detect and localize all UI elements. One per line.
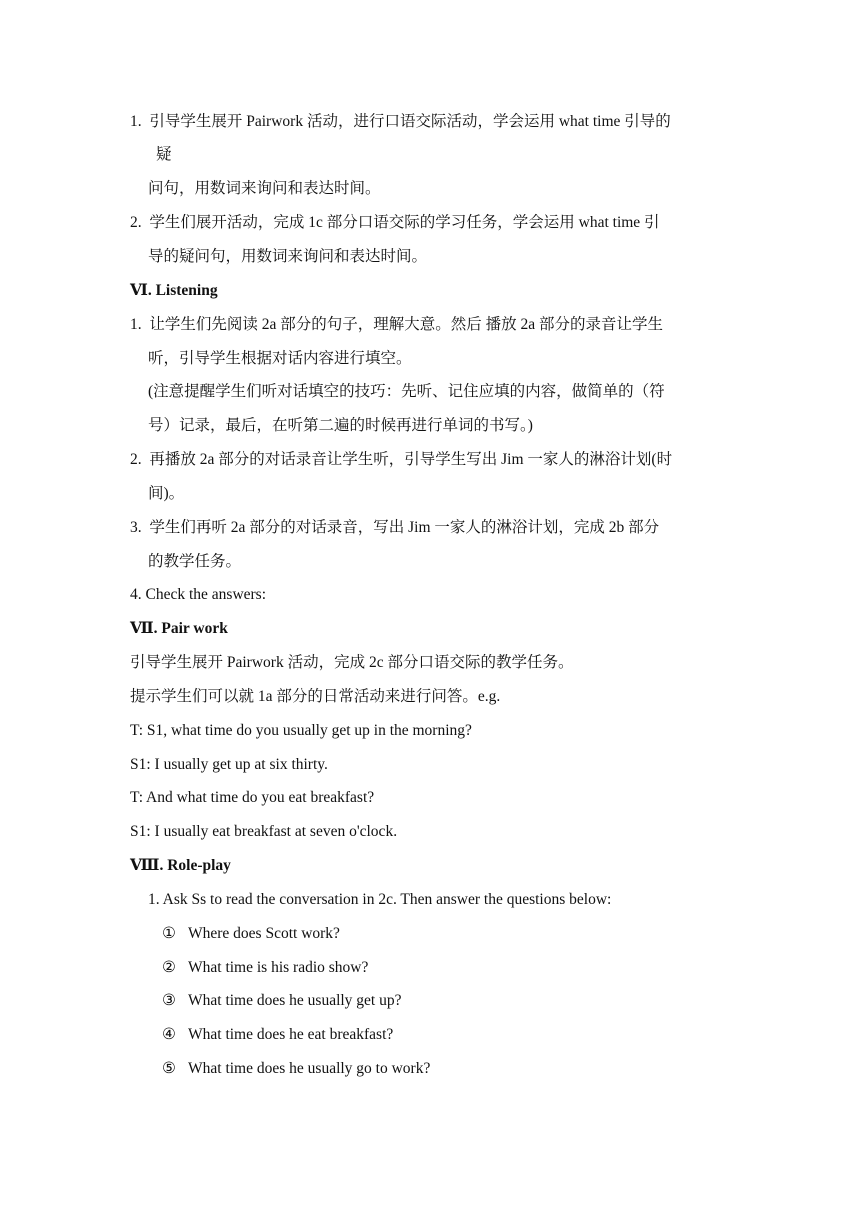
list-number: 2. (130, 451, 142, 468)
list-text: 让学生们先阅读 2a 部分的句子，理解大意。然后 播放 2a 部分的录音让学生 (149, 316, 664, 333)
role-play-intro: 1. Ask Ss to read the conversation in 2c. Then answer the questions below: (148, 891, 612, 908)
dialog-line: T: S1, what time do you usually get up in the morning? (130, 722, 472, 739)
question-number-mark: ③ (162, 992, 176, 1009)
question-text: What time does he usually get up? (188, 992, 402, 1009)
question-text: What time is his radio show? (188, 959, 369, 976)
listening-heading: Ⅵ. Listening (130, 282, 218, 299)
listening-item-3-line-2: 的教学任务。 (148, 553, 242, 570)
dialog-line: T: And what time do you eat breakfast? (130, 789, 375, 806)
listening-item-2-line-1 (130, 450, 672, 470)
question-number-mark: ① (162, 925, 176, 942)
pair-work-line-2: 提示学生们可以就 1a 部分的日常活动来进行问答。e.g. (130, 688, 501, 705)
question-text: Where does Scott work? (188, 925, 340, 942)
list-text: 再播放 2a 部分的对话录音让学生听，引导学生写出 Jim 一家人的淋浴计划(时 (149, 451, 673, 468)
pairwork-item-2-line-2: 导的疑问句，用数词来询问和表达时间。 (148, 248, 428, 265)
list-text: 学生们展开活动，完成 1c 部分口语交际的学习任务，学会运用 what time 引 (149, 214, 660, 231)
question-number-mark: ② (162, 959, 176, 976)
listening-item-1-line-2: 听，引导学生根据对话内容进行填空。 (148, 350, 412, 367)
question-item (162, 1025, 393, 1045)
listening-note-line-2: 号）记录，最后，在听第二遍的时候再进行单词的书写。) (148, 417, 533, 434)
list-number: 3. (130, 519, 142, 536)
list-number: 2. (130, 214, 142, 231)
question-text: What time does he usually go to work? (188, 1060, 431, 1077)
question-number-mark: ④ (162, 1026, 176, 1043)
role-play-heading: Ⅷ. Role-play (130, 857, 231, 874)
pairwork-item-1-line-2: 疑 (156, 146, 172, 163)
question-item (162, 1059, 430, 1079)
question-item (162, 924, 340, 944)
pairwork-item-1-line-3: 问句，用数词来询问和表达时间。 (148, 180, 381, 197)
listening-item-4: 4. Check the answers: (130, 586, 267, 603)
list-text: 引导学生展开 Pairwork 活动，进行口语交际活动，学会运用 what time 引导的 (149, 113, 671, 130)
question-text: What time does he eat breakfast? (188, 1026, 394, 1043)
list-number: 1. (130, 113, 142, 130)
question-item (162, 958, 368, 978)
question-number-mark: ⑤ (162, 1060, 176, 1077)
dialog-line: S1: I usually get up at six thirty. (130, 756, 328, 773)
pair-work-line-1: 引导学生展开 Pairwork 活动，完成 2c 部分口语交际的教学任务。 (130, 654, 574, 671)
pairwork-item-1-line-1 (130, 112, 671, 132)
list-number: 1. (130, 316, 142, 333)
listening-item-3-line-1 (130, 518, 659, 538)
pair-work-heading: Ⅶ. Pair work (130, 620, 228, 637)
list-text: 学生们再听 2a 部分的对话录音，写出 Jim 一家人的淋浴计划，完成 2b 部分 (149, 519, 660, 536)
question-item (162, 991, 402, 1011)
pairwork-item-2-line-1 (130, 213, 660, 233)
listening-note-line-1: (注意提醒学生们听对话填空的技巧：先听、记住应填的内容，做简单的（符 (148, 383, 665, 400)
listening-item-2-line-2: 间)。 (148, 485, 185, 502)
listening-item-1-line-1 (130, 315, 663, 335)
dialog-line: S1: I usually eat breakfast at seven o'clock. (130, 823, 398, 840)
